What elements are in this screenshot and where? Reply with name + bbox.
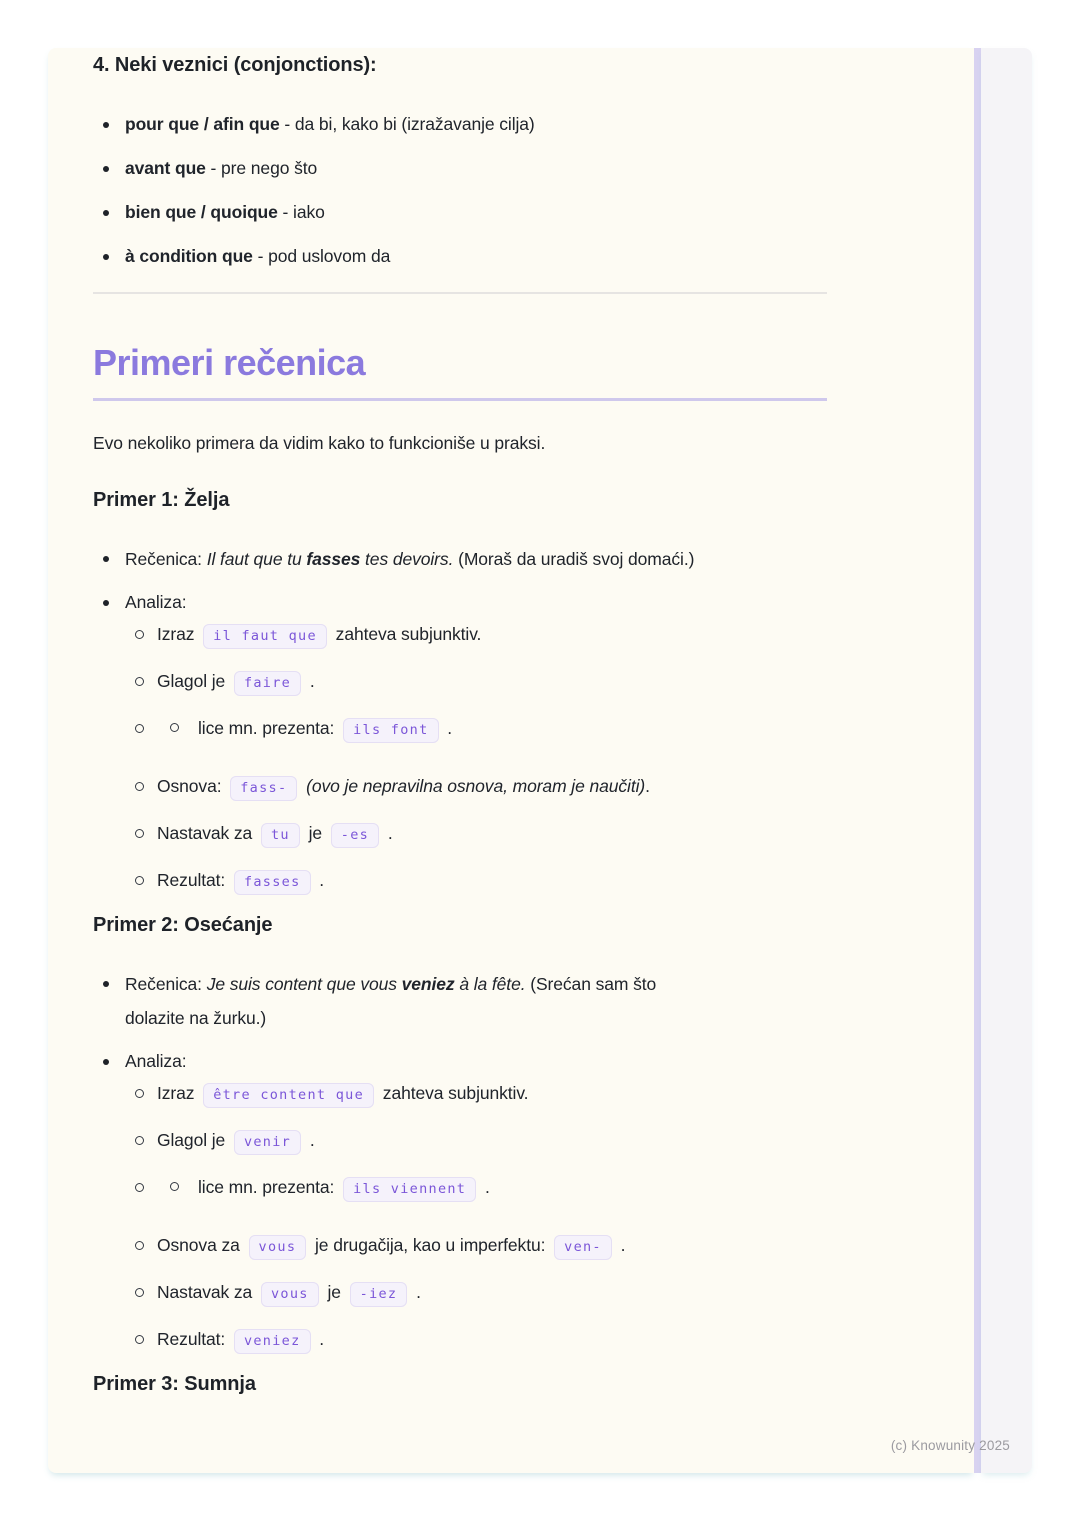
text-segment: Nastavak za (157, 823, 257, 843)
examples-root (93, 487, 827, 1398)
circle-marker-icon (170, 1182, 179, 1191)
list-item-text (125, 240, 827, 273)
list-item (93, 240, 827, 273)
list-item (93, 196, 827, 229)
sentence-item (93, 542, 827, 576)
code-badge: vous (261, 1282, 319, 1307)
analysis-steps (93, 619, 827, 897)
footer-watermark: (c) Knowunity 2025 (890, 1438, 1010, 1453)
step-item (93, 1230, 827, 1262)
list-item-text (125, 196, 827, 229)
step-item (93, 713, 827, 745)
code-badge: être content que (203, 1083, 374, 1108)
text-segment: bien que / quoique (125, 202, 278, 222)
bullet-dot-icon (103, 254, 109, 260)
list-item-text (125, 108, 827, 141)
step-text (157, 818, 827, 850)
text-segment: fasses (306, 549, 361, 569)
step-item (93, 865, 827, 897)
text-segment: Rezultat: (157, 1329, 230, 1349)
code-badge: venir (234, 1130, 301, 1155)
text-segment: Izraz (157, 624, 200, 644)
example-heading: Primer 2: Osećanje (93, 914, 273, 936)
step-text (157, 1277, 827, 1309)
step-text (157, 1078, 827, 1110)
bullet-dot-icon (103, 1059, 109, 1065)
step-text (157, 771, 827, 803)
bullet-dot-icon (103, 122, 109, 128)
example-heading: Primer 1: Želja (93, 489, 230, 511)
side-strip (981, 48, 1032, 1473)
analysis-item (93, 586, 827, 619)
text-segment: zahteva subjunktiv. (330, 624, 482, 644)
text-segment: . (383, 823, 393, 843)
analysis-item (93, 1045, 827, 1078)
circle-marker-icon (135, 1335, 144, 1344)
page-content (93, 52, 827, 1398)
list-item (93, 108, 827, 141)
text-segment: (ovo je nepravilna osnova, moram je naučiti) (306, 776, 646, 796)
conjunction-list (93, 108, 827, 273)
text-segment: veniez (401, 974, 455, 994)
circle-marker-icon (135, 1089, 144, 1098)
circle-marker-icon (135, 829, 144, 838)
text-segment: . (442, 718, 453, 738)
text-segment: pour que / afin que (125, 114, 280, 134)
sentence-item (93, 967, 827, 1035)
section-divider (93, 292, 827, 294)
side-accent-line (974, 48, 981, 1473)
step-text (157, 1125, 827, 1157)
text-segment: à la fête. (454, 974, 526, 994)
step-item (93, 666, 827, 698)
text-segment: (Srećan sam što (525, 974, 657, 994)
sentence-text (125, 542, 827, 576)
text-segment: zahteva subjunktiv. (378, 1083, 529, 1103)
text-segment: . (615, 1235, 626, 1255)
text-segment: . (480, 1177, 490, 1197)
text-segment: je drugačija, kao u imperfektu: (310, 1235, 551, 1255)
intro-paragraph: Evo nekoliko primera da vidim kako to funkcioniše u praksi. (93, 433, 546, 453)
step-item (93, 1277, 827, 1309)
text-segment: je (303, 823, 327, 843)
list-item (93, 152, 827, 185)
analysis-label: Analiza: (125, 592, 187, 612)
text-segment: - pod uslovom da (252, 246, 391, 266)
text-segment: (Moraš da uradiš svoj domaći.) (453, 549, 695, 569)
bullet-dot-icon (103, 166, 109, 172)
circle-marker-icon (135, 630, 144, 639)
step-item (93, 818, 827, 850)
list-item-text (125, 152, 827, 185)
text-segment: Rečenica: (125, 974, 207, 994)
text-segment: - da bi, kako bi (izražavanje cilja) (279, 114, 535, 134)
text-segment: Je suis content que vous (206, 974, 402, 994)
text-segment: je (322, 1282, 346, 1302)
analysis-label: Analiza: (125, 1051, 187, 1071)
text-segment: . (305, 1130, 315, 1150)
circle-marker-icon (135, 782, 144, 791)
circle-marker-icon (170, 723, 179, 732)
text-segment: Nastavak za (157, 1282, 257, 1302)
text-segment: . (645, 776, 650, 796)
circle-marker-icon (135, 677, 144, 686)
step-item (93, 619, 827, 651)
code-badge: tu (261, 823, 300, 848)
code-badge: ils viennent (343, 1177, 476, 1202)
text-segment: Glagol je (157, 671, 230, 691)
text-segment: dolazite na žurku.) (125, 1008, 267, 1028)
text-segment: lice mn. prezenta: (198, 718, 340, 738)
text-segment: - pre nego što (205, 158, 318, 178)
text-segment: Glagol je (157, 1130, 230, 1150)
step-text (157, 666, 827, 698)
text-segment: . (411, 1282, 421, 1302)
step-item (93, 1125, 827, 1157)
code-badge: faire (234, 671, 301, 696)
code-badge: ven- (554, 1235, 612, 1260)
conjunctions-heading: 4. Neki veznici (conjonctions): (93, 54, 377, 76)
examples-title: Primeri rečenica (93, 341, 827, 401)
step-text (157, 1230, 827, 1262)
bullet-dot-icon (103, 210, 109, 216)
text-segment: à condition que (125, 246, 253, 266)
step-text (157, 865, 827, 897)
circle-marker-icon (135, 724, 144, 733)
code-badge: ils font (343, 718, 438, 743)
text-segment: avant que (125, 158, 206, 178)
step-item (93, 771, 827, 803)
circle-marker-icon (135, 876, 144, 885)
step-text (157, 619, 827, 651)
step-item (93, 1078, 827, 1110)
text-segment: Osnova za (157, 1235, 245, 1255)
sentence-text (125, 967, 827, 1035)
text-segment: . (314, 1329, 325, 1349)
code-badge: fasses (234, 870, 311, 895)
text-segment: Izraz (157, 1083, 200, 1103)
step-text (157, 1172, 827, 1204)
step-text (157, 1324, 827, 1356)
text-segment: . (314, 870, 325, 890)
step-item (93, 1172, 827, 1204)
bullet-dot-icon (103, 981, 109, 987)
example-heading: Primer 3: Sumnja (93, 1373, 256, 1395)
circle-marker-icon (135, 1136, 144, 1145)
bullet-dot-icon (103, 600, 109, 606)
circle-marker-icon (135, 1288, 144, 1297)
text-segment: . (305, 671, 315, 691)
example-list (93, 967, 827, 1356)
code-badge: il faut que (203, 624, 327, 649)
bullet-dot-icon (103, 556, 109, 562)
circle-marker-icon (135, 1241, 144, 1250)
text-segment: Rezultat: (157, 870, 230, 890)
code-badge: fass- (230, 776, 297, 801)
analysis-steps (93, 1078, 827, 1356)
example-list (93, 542, 827, 897)
code-badge: veniez (234, 1329, 311, 1354)
text-segment: - iako (277, 202, 325, 222)
text-segment: Osnova: (157, 776, 227, 796)
code-badge: -iez (350, 1282, 408, 1307)
circle-marker-icon (135, 1183, 144, 1192)
step-text (157, 713, 827, 745)
text-segment: lice mn. prezenta: (198, 1177, 340, 1197)
code-badge: vous (249, 1235, 307, 1260)
step-item (93, 1324, 827, 1356)
code-badge: -es (331, 823, 379, 848)
text-segment: Rečenica: (125, 549, 207, 569)
text-segment: tes devoirs. (360, 549, 454, 569)
text-segment: Il faut que tu (206, 549, 307, 569)
